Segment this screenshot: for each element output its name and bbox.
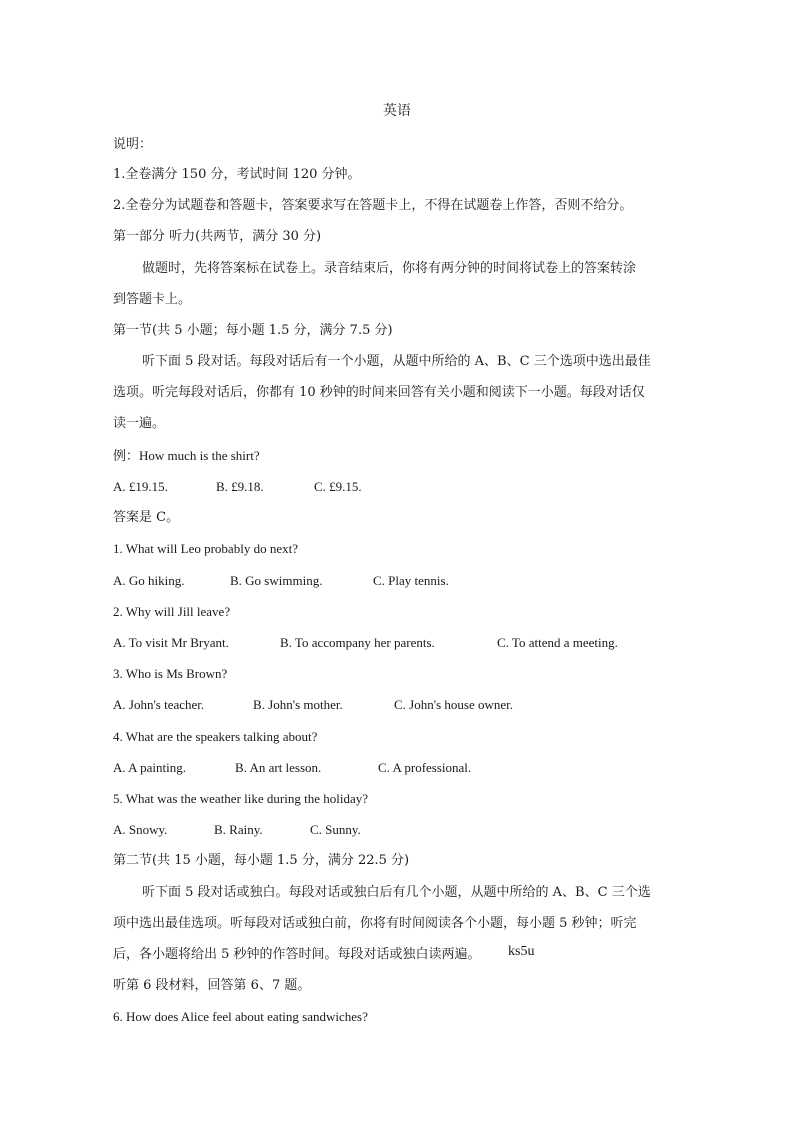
material-6-instruction: 听第 6 段材料，回答第 6、7 题。 bbox=[113, 978, 311, 993]
example-option-b: B. £9.18. bbox=[216, 479, 264, 494]
example-option-a: A. £19.15. bbox=[113, 479, 168, 494]
section2-heading: 第二节(共 15 小题，每小题 1.5 分，满分 22.5 分) bbox=[113, 853, 410, 868]
notes-heading: 说明： bbox=[113, 137, 153, 152]
q1-option-c: C. Play tennis. bbox=[373, 573, 449, 588]
part1-instruction-1: 做题时，先将答案标在试卷上。录音结束后，你将有两分钟的时间将试卷上的答案转涂 bbox=[142, 261, 637, 276]
q1-option-a: A. Go hiking. bbox=[113, 573, 185, 588]
part1-instruction-2: 到答题卡上。 bbox=[113, 292, 192, 307]
example-option-c: C. £9.15. bbox=[314, 479, 362, 494]
q3-option-b: B. John's mother. bbox=[253, 697, 343, 712]
section2-instruction-2: 项中选出最佳选项。听每段对话或独白前，你将有时间阅读各个小题，每小题 5 秒钟；听完 bbox=[113, 916, 637, 931]
source-tag: ks5u bbox=[508, 944, 535, 959]
section1-instruction-2: 选项。听完每段对话后，你都有 10 秒钟的时间来回答有关小题和阅读下一小题。每段对话仅 bbox=[113, 385, 645, 400]
q5-option-b: B. Rainy. bbox=[214, 822, 263, 837]
q5-option-a: A. Snowy. bbox=[113, 822, 168, 837]
q3-option-a: A. John's teacher. bbox=[113, 697, 205, 712]
question-1: 1. What will Leo probably do next? bbox=[113, 541, 298, 556]
example-answer: 答案是 C。 bbox=[113, 510, 180, 525]
q2-option-c: C. To attend a meeting. bbox=[497, 635, 618, 650]
q4-option-a: A. A painting. bbox=[113, 760, 186, 775]
q4-option-b: B. An art lesson. bbox=[235, 760, 322, 775]
example-question: 例：How much is the shirt? bbox=[113, 448, 260, 463]
section1-instruction-3: 读一遍。 bbox=[113, 416, 166, 431]
question-4: 4. What are the speakers talking about? bbox=[113, 729, 318, 744]
q1-option-b: B. Go swimming. bbox=[230, 573, 323, 588]
section1-heading: 第一节(共 5 小题；每小题 1.5 分，满分 7.5 分) bbox=[113, 323, 393, 338]
section2-instruction-1: 听下面 5 段对话或独白。每段对话或独白后有几个小题，从题中所给的 A、B、C 三个选 bbox=[142, 885, 651, 900]
note-2: 2.全卷分为试题卷和答题卡，答案要求写在答题卡上，不得在试题卷上作答，否则不给分。 bbox=[113, 198, 633, 213]
section1-instruction-1: 听下面 5 段对话。每段对话后有一个小题，从题中所给的 A、B、C 三个选项中选出最佳 bbox=[142, 354, 651, 369]
note-1: 1.全卷满分 150 分，考试时间 120 分钟。 bbox=[113, 167, 361, 182]
part1-heading: 第一部分 听力(共两节，满分 30 分) bbox=[113, 229, 322, 244]
question-5: 5. What was the weather like during the holiday? bbox=[113, 791, 368, 806]
q2-option-a: A. To visit Mr Bryant. bbox=[113, 635, 229, 650]
question-6: 6. How does Alice feel about eating sandwiches? bbox=[113, 1009, 368, 1024]
q3-option-c: C. John's house owner. bbox=[394, 697, 513, 712]
page-title: 英语 bbox=[383, 103, 411, 119]
q2-option-b: B. To accompany her parents. bbox=[280, 635, 435, 650]
q5-option-c: C. Sunny. bbox=[310, 822, 361, 837]
question-2: 2. Why will Jill leave? bbox=[113, 604, 231, 619]
section2-instruction-3: 后，各小题将给出 5 秒钟的作答时间。每段对话或独白读两遍。 bbox=[113, 947, 481, 962]
question-3: 3. Who is Ms Brown? bbox=[113, 666, 228, 681]
q4-option-c: C. A professional. bbox=[378, 760, 472, 775]
